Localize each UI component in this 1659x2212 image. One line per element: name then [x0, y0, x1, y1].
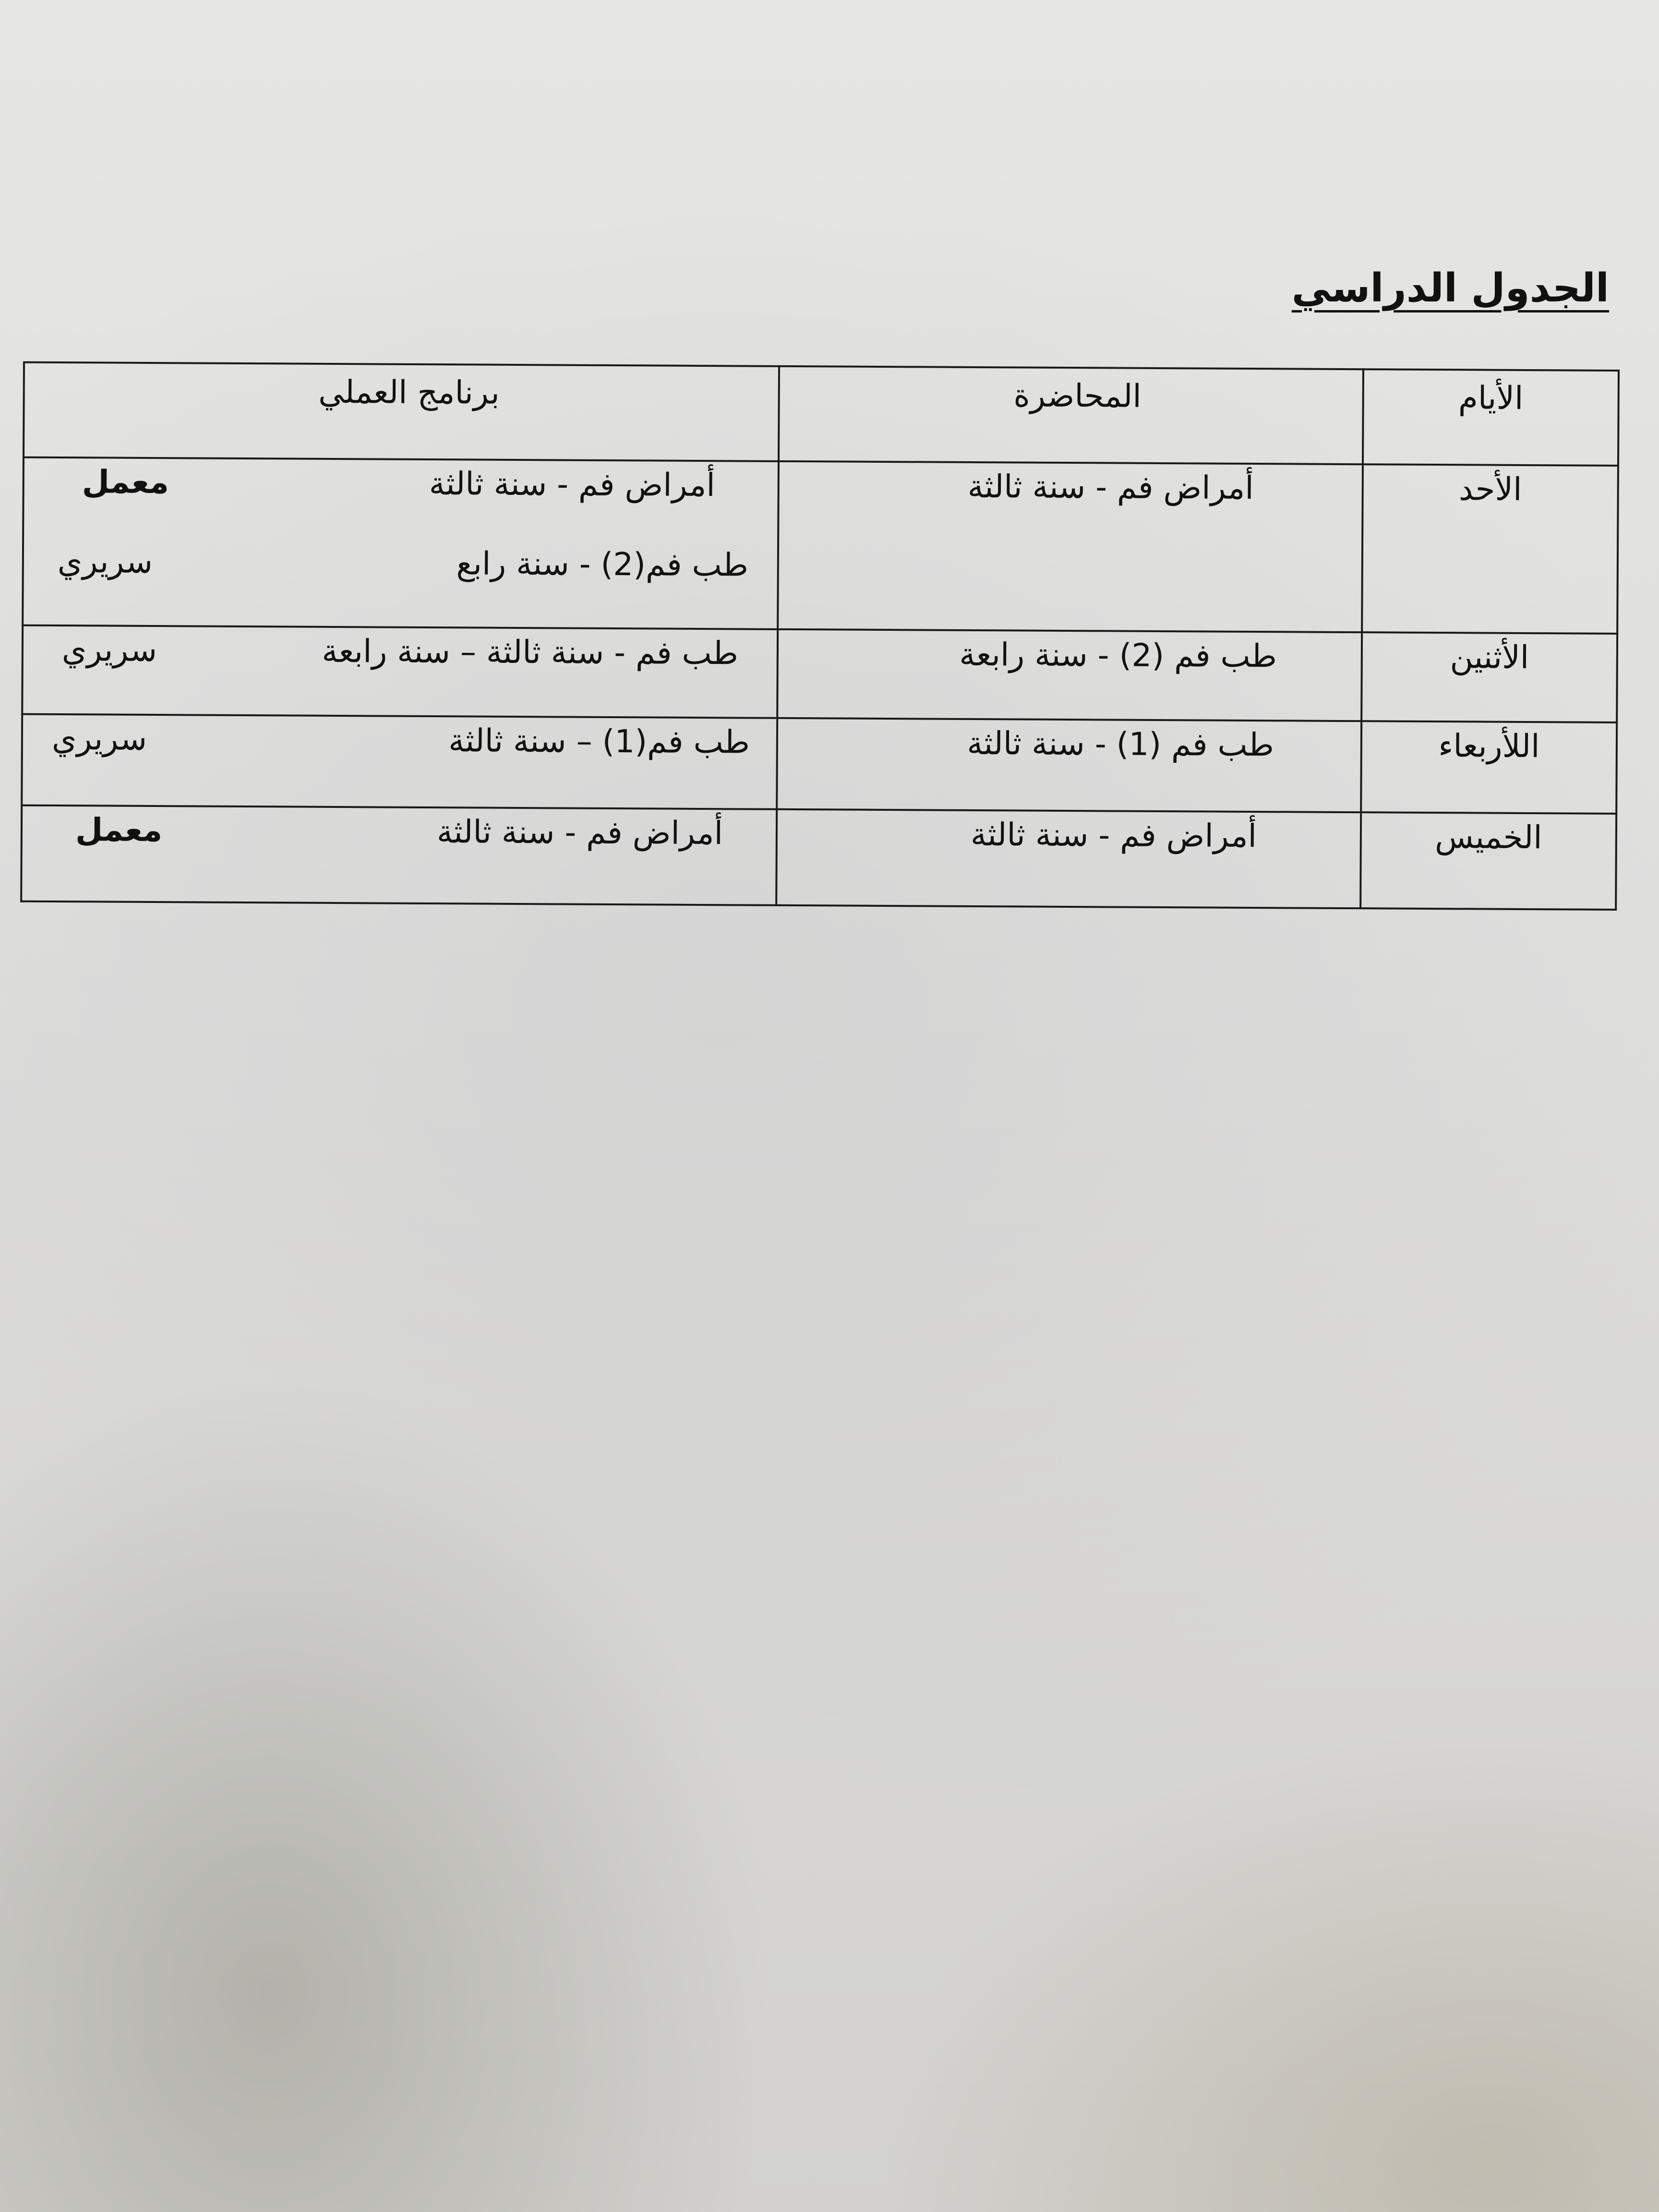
practical-topic: طب فم(1) – سنة ثالثة [448, 722, 750, 761]
lecture-cell: طب فم (1) - سنة ثالثة [777, 718, 1361, 812]
practical-type: سريري [61, 631, 157, 669]
practical-line [24, 542, 777, 584]
header-practical: برنامج العملي [24, 362, 779, 461]
page-title: الجدول الدراسي [1291, 265, 1609, 311]
practical-type: معمل [82, 463, 169, 501]
practical-type: سريري [57, 542, 153, 581]
header-lecture: المحاضرة [779, 366, 1363, 464]
practical-type: سريري [51, 720, 147, 757]
practical-cell [23, 457, 779, 629]
day-cell: اللأربعاء [1361, 721, 1617, 814]
practical-cell [22, 714, 777, 809]
lecture-cell: أمراض فم - سنة ثالثة [776, 809, 1361, 908]
practical-line [23, 806, 776, 850]
practical-topic: طب فم - سنة ثالثة – سنة رابعة [322, 632, 739, 672]
table-header-row [24, 362, 1619, 466]
day-cell: الأثنين [1361, 632, 1617, 722]
practical-type: معمل [75, 811, 163, 849]
practical-line [24, 458, 778, 502]
practical-cell [22, 625, 778, 718]
lecture-cell: طب فم (2) - سنة رابعة [777, 629, 1362, 721]
day-cell: الأحد [1362, 464, 1618, 634]
practical-topic: أمراض فم - سنة ثالثة [429, 465, 715, 504]
practical-topic: طب فم(2) - سنة رابع [456, 545, 749, 584]
header-days: الأيام [1363, 369, 1619, 466]
schedule-table [20, 361, 1620, 911]
lecture-cell: أمراض فم - سنة ثالثة [778, 461, 1363, 632]
table-row [22, 625, 1617, 722]
table-row [21, 805, 1616, 910]
table-row [23, 457, 1618, 634]
day-cell: الخميس [1360, 812, 1616, 910]
practical-cell [21, 805, 777, 905]
practical-line [23, 715, 776, 761]
practical-topic: أمراض فم - سنة ثالثة [436, 813, 723, 852]
table-row [22, 714, 1617, 814]
practical-line [24, 626, 777, 670]
